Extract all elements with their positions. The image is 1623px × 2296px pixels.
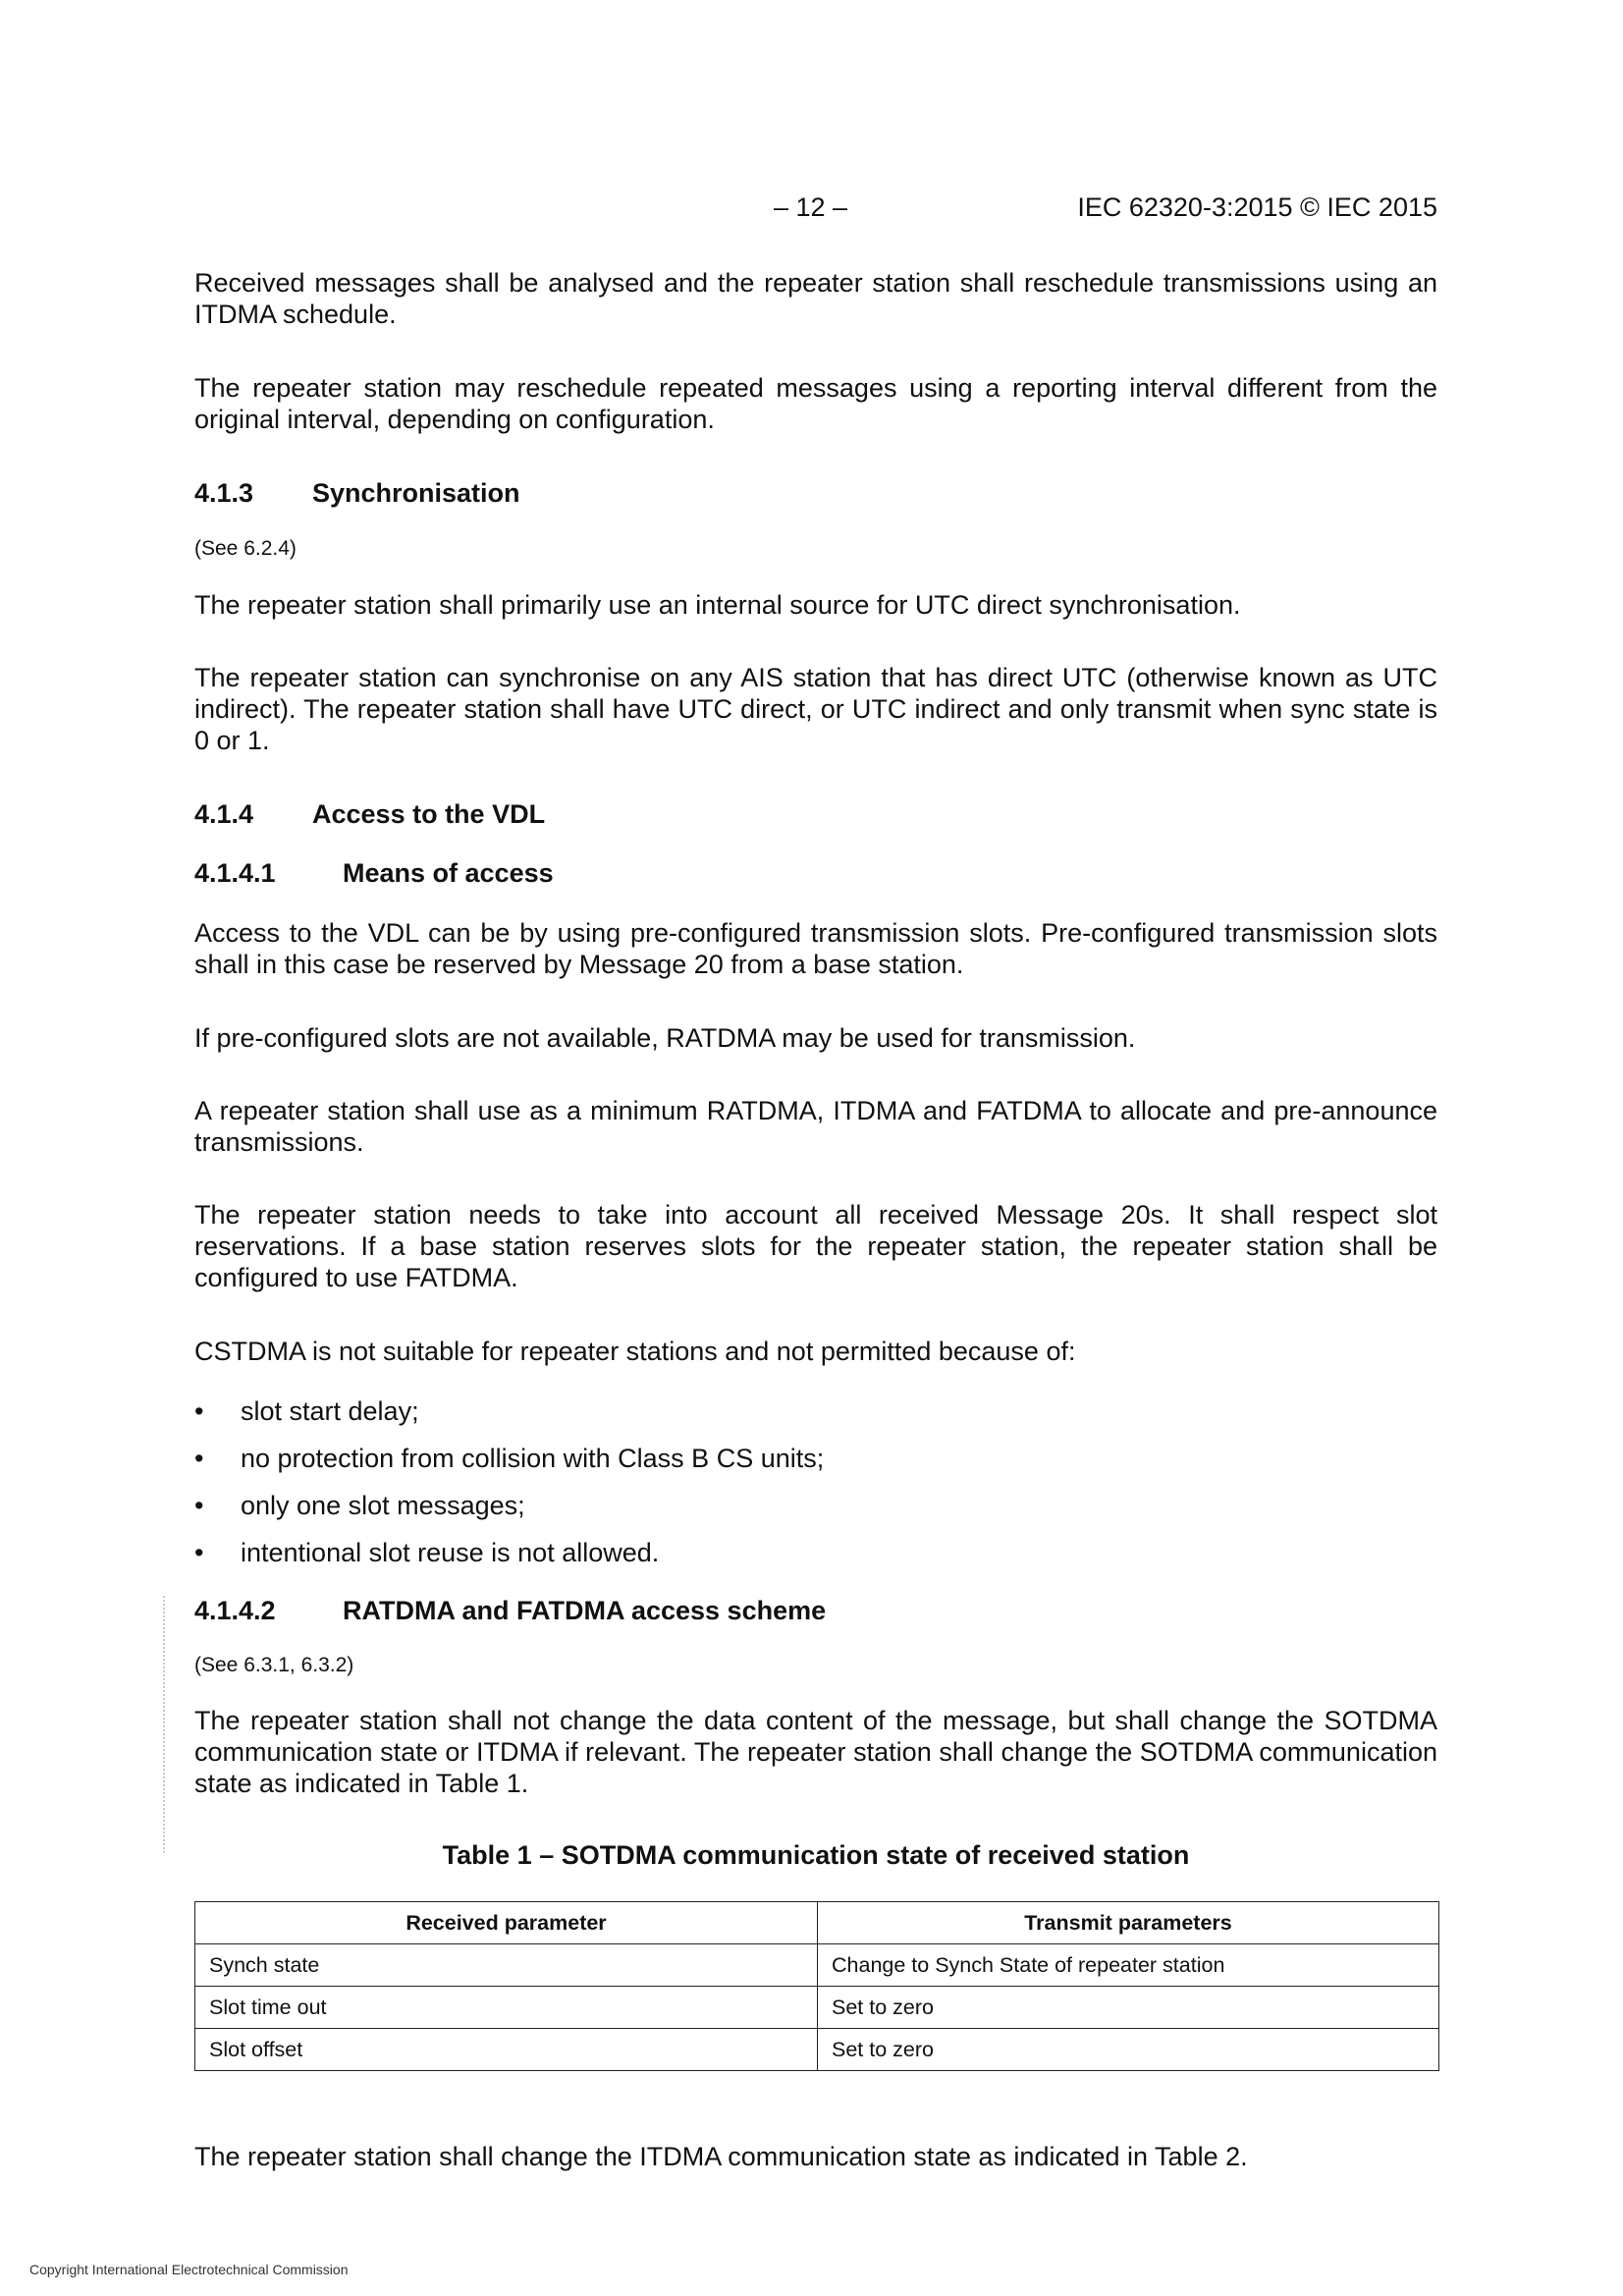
section-title: Access to the VDL <box>312 799 546 829</box>
table-header-row <box>195 1902 1439 1944</box>
table-cell: Set to zero <box>818 1987 1439 2029</box>
table-row <box>195 1987 1439 2029</box>
section-number: 4.1.4.1 <box>194 858 276 888</box>
page-header <box>194 192 1437 232</box>
table-cell: Change to Synch State of repeater station <box>818 1944 1439 1987</box>
document-reference: IEC 62320-3:2015 © IEC 2015 <box>1077 192 1437 222</box>
table-cell: Slot time out <box>195 1987 818 2029</box>
table-sotdma-communication-state <box>194 1901 1439 2071</box>
heading-4-1-4-1 <box>194 858 554 889</box>
table-caption: Table 1 – SOTDMA communication state of received station <box>442 1840 1190 1870</box>
paragraph-reporting-interval: The repeater station may reschedule repeated messages using a reporting interval different from the original interval, depending on configuration. <box>194 373 1437 434</box>
paragraph-utc-source: The repeater station shall primarily use an internal source for UTC direct synchronisation. <box>194 590 1241 620</box>
paragraph-cstdma: CSTDMA is not suitable for repeater stations and not permitted because of: <box>194 1337 1076 1366</box>
column-header: Transmit parameters <box>818 1902 1439 1944</box>
paragraph-sotdma-change: The repeater station shall not change the data content of the message, but shall change the SOTDMA communication state or ITDMA if relevant. The repeater station shall change the SOTDMA communication state as indicated in Table 1. <box>194 1706 1437 1798</box>
bullet-icon: • <box>194 1444 204 1473</box>
copyright-footer: Copyright International Electrotechnical Commission <box>29 2262 349 2277</box>
column-header: Received parameter <box>195 1902 818 1944</box>
table-row <box>195 2029 1439 2071</box>
table-row <box>195 1944 1439 1987</box>
paragraph-utc-indirect: The repeater station can synchronise on any AIS station that has direct UTC (otherwise known as UTC indirect). The repeater station shall have UTC direct, or UTC indirect and only transmit when sync state is 0 or 1. <box>194 663 1437 755</box>
paragraph-minimum-access: A repeater station shall use as a minimum RATDMA, ITDMA and FATDMA to allocate and pre-announce transmissions. <box>194 1096 1437 1157</box>
paragraph-means-of-access: Access to the VDL can be by using pre-configured transmission slots. Pre-configured transmission slots shall in this case be reserved by Message 20 from a base station. <box>194 918 1437 979</box>
paragraph-ratdma-fallback: If pre-configured slots are not available, RATDMA may be used for transmission. <box>194 1023 1136 1053</box>
section-title: Means of access <box>343 858 554 888</box>
section-title: Synchronisation <box>312 478 520 508</box>
table-cell: Set to zero <box>818 2029 1439 2071</box>
paragraph-itdma-change: The repeater station shall change the ITDMA communication state as indicated in Table 2. <box>194 2142 1248 2171</box>
bullet-icon: • <box>194 1396 204 1426</box>
margin-change-bar <box>163 1596 165 1853</box>
paragraph-message-20: The repeater station needs to take into account all received Message 20s. It shall respect slot reservations. If a base station reserves slots for the repeater station, the repeater station shall be configured to use FATDMA. <box>194 1200 1437 1292</box>
table-cell: Slot offset <box>195 2029 818 2071</box>
section-number: 4.1.4.2 <box>194 1596 276 1625</box>
section-title: RATDMA and FATDMA access scheme <box>343 1596 827 1625</box>
heading-4-1-4-2 <box>194 1596 827 1626</box>
table-cell: Synch state <box>195 1944 818 1987</box>
bullet-icon: • <box>194 1491 204 1520</box>
see-reference-4-1-4-2: (See 6.3.1, 6.3.2) <box>194 1654 354 1676</box>
see-reference-4-1-3: (See 6.2.4) <box>194 537 297 560</box>
section-number: 4.1.4 <box>194 799 254 829</box>
section-number: 4.1.3 <box>194 478 254 508</box>
heading-4-1-3 <box>194 478 520 509</box>
page-number: – 12 – <box>774 192 848 222</box>
bullet-icon: • <box>194 1538 204 1567</box>
heading-4-1-4 <box>194 799 546 830</box>
paragraph-reschedule: Received messages shall be analysed and the repeater station shall reschedule transmissions using an ITDMA schedule. <box>194 268 1437 329</box>
